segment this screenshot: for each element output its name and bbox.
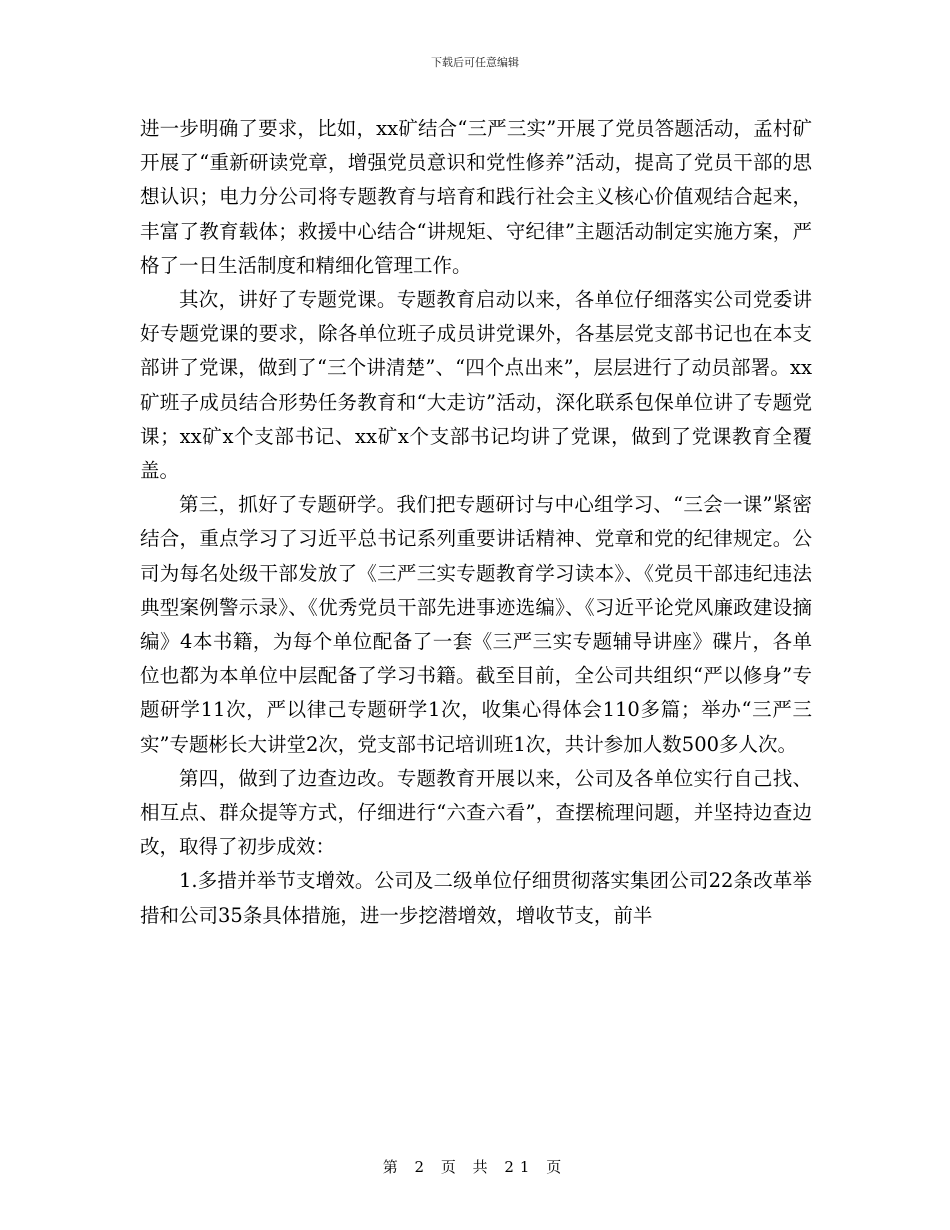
paragraph-1: 进一步明确了要求，比如，xx矿结合“三严三实”开展了党员答题活动，孟村矿开展了“重新研读党章，增强党员意识和党性修养”活动，提高了党员干部的思想认识；电力分公司将专题教育与培育和践行社会主义核心价值观结合起来，丰富了教育载体；救援中心结合“讲规矩、守纪律”主题活动制定实施方案，严格了一日生活制度和精细化管理工作。 [140,117,812,277]
paragraph-5: 1.多措并举节支增效。公司及二级单位仔细贯彻落实集团公司22条改革举措和公司35条具体措施，进一步挖潜增效，增收节支，前半 [140,869,812,927]
page-footer: 第 2 页 共 21 页 [382,1158,568,1176]
document-body [140,112,812,933]
paragraph-4: 第四，做到了边查边改。专题教育开展以来，公司及各单位实行自己找、相互点、群众提等方式，仔细进行“六查六看”，查摆梳理问题，并坚持边查边改，取得了初步成效： [140,766,812,859]
paragraph-3: 第三，抓好了专题研学。我们把专题研讨与中心组学习、“三会一课”紧密结合，重点学习了习近平总书记系列重要讲话精神、党章和党的纪律规定。公司为每名处级干部发放了《三严三实专题教育学习读本》、《党员干部违纪违法典型案例警示录》、《优秀党员干部先进事迹选编》、《习近平论党风廉政建设摘编》4本书籍，为每个单位配备了一套《三严三实专题辅导讲座》碟片，各单位也都为本单位中层配备了学习书籍。截至目前，全公司共组织“严以修身”专题研学11次，严以律己专题研学1次，收集心得体会110多篇；举办“三严三实”专题彬长大讲堂2次，党支部书记培训班1次，共计参加人数500多人次。 [140,493,812,756]
page-header: 下载后可任意编辑 [431,56,519,69]
paragraph-2: 其次，讲好了专题党课。专题教育启动以来，各单位仔细落实公司党委讲好专题党课的要求，除各单位班子成员讲党课外，各基层党支部书记也在本支部讲了党课，做到了“三个讲清楚”、“四个点出来”，层层进行了动员部署。xx矿班子成员结合形势任务教育和“大走访”活动，深化联系包保单位讲了专题党课；xx矿x个支部书记、xx矿x个支部书记均讲了党课，做到了党课教育全覆盖。 [140,288,812,483]
